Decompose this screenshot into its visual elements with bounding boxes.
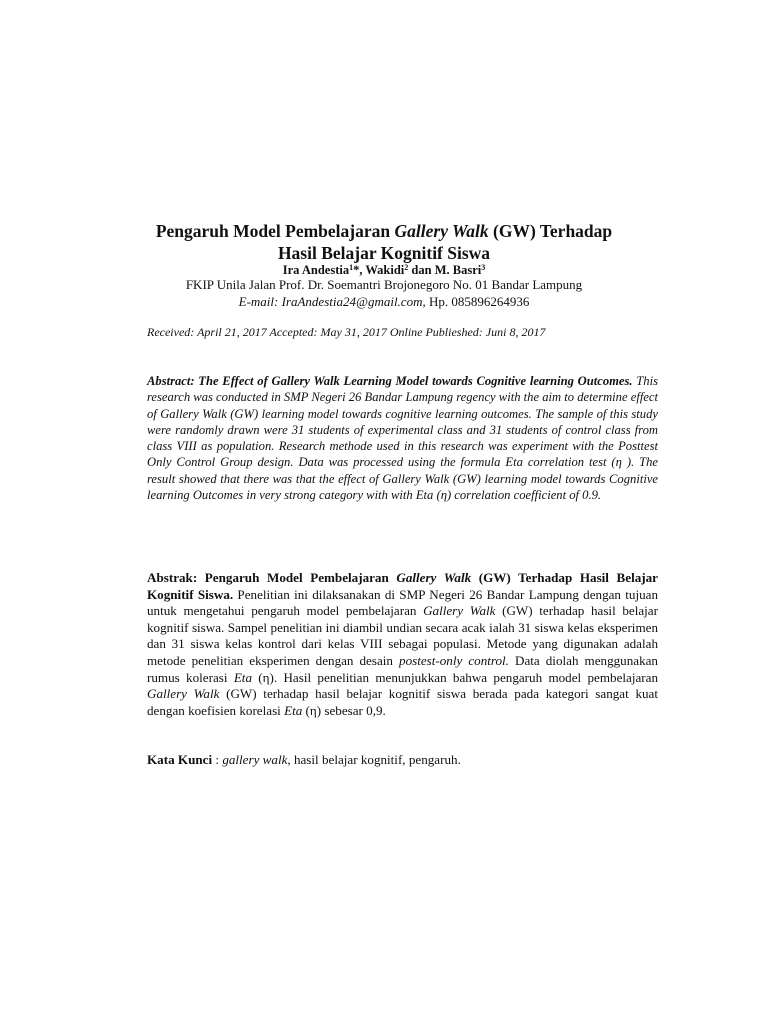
keywords <box>147 752 658 769</box>
abstrak-heading-gw: Gallery Walk <box>396 570 472 585</box>
author-2: Wakidi <box>365 263 405 277</box>
abstrak-design: postest-only control. <box>399 652 509 668</box>
abstract-english <box>147 373 658 503</box>
keywords-label: Kata Kunci <box>147 752 213 767</box>
author-1-mark: *, <box>353 263 366 277</box>
abstrak-eta-1: Eta <box>233 669 252 685</box>
title-line2: Hasil Belajar Kognitif Siswa <box>277 243 491 263</box>
abstrak-gw-1: Gallery Walk <box>423 603 496 619</box>
keywords-sep: : <box>212 752 223 767</box>
abstract-en-heading: Abstract: The Effect of Gallery Walk Learning Model towards Cognitive learning Outcomes. <box>147 374 633 388</box>
affiliation: FKIP Unila Jalan Prof. Dr. Soemantri Brojonegoro No. 01 Bandar Lampung <box>185 277 583 292</box>
author-1: Ira Andestia <box>282 263 350 277</box>
abstrak-body-4: (η). Hasil penelitian menunjukkan bahwa pengaruh model pembelajaran <box>252 669 658 685</box>
phone-text: Hp. 085896264936 <box>425 294 530 309</box>
abstrak-heading-1: Abstrak: Pengaruh Model Pembelajaran <box>147 570 397 585</box>
keywords-rest: , hasil belajar kognitif, pengaruh. <box>287 752 461 767</box>
author-sep: dan <box>408 263 435 277</box>
author-2-sup: 2 <box>404 263 409 272</box>
contact-line <box>100 294 668 310</box>
abstrak-eta-2: Eta <box>284 702 303 718</box>
abstrak-body-2: (GW) terhadap hasil belajar kognitif siswa. Sampel penelitian ini diambil undian secara acak ialah 31 siswa kelas eksperimen dan 31 siswa kelas kontrol dari kelas VIII sebagai populasi. Metode yang digunakan adalah metode penelitian eksperimen dengan desain <box>147 603 658 668</box>
title-part1: Pengaruh Model Pembelajaran <box>155 221 395 241</box>
abstrak-heading-2: (GW) Terhadap Hasil Belajar Kognitif Siswa. <box>147 570 658 602</box>
abstrak-gw-2: Gallery Walk <box>147 686 220 702</box>
abstrak-body-3: Data diolah menggunakan rumus kolerasi <box>147 652 658 685</box>
title-part2: (GW) Terhadap <box>488 221 613 241</box>
author-3-sup: 3 <box>481 263 486 272</box>
abstract-indonesian <box>147 570 658 719</box>
abstrak-body-5: (GW) terhadap hasil belajar kognitif siswa berada pada kategori sangat kuat dengan koefisien korelasi <box>147 686 658 718</box>
abstrak-body-6: (η) sebesar 0,9. <box>302 702 386 718</box>
keywords-italic: gallery walk <box>222 752 288 767</box>
title-gallery-walk: Gallery Walk <box>394 221 489 241</box>
email-text: E-mail: IraAndestia24@gmail.com, <box>238 294 426 309</box>
author-3: M. Basri <box>434 263 482 277</box>
author-1-sup: 1 <box>349 263 354 272</box>
received-dates: Received: April 21, 2017 Accepted: May 31, 2017 Online Publieshed: Juni 8, 2017 <box>147 325 546 339</box>
abstract-en-body: This research was conducted in SMP Negeri 26 Bandar Lampung regency with the aim to determine effect of Gallery Walk (GW) learning model towards cognitive learning outcomes. The sample of this study were randomly drawn were 31 students of experimental class and 31 students of control class from class VIII as population. Research methode used in this research was experiment with the Posttest Only Control Group design. Data was processed using the formula Eta correlation test (η ). The result showed that there was that the effect of Gallery Walk (GW) learning model towards Cognitive learning Outcomes in very strong category with with Eta (η) correlation coefficient of 0.9. <box>147 374 659 503</box>
paper-title <box>100 220 668 264</box>
abstrak-body-1: Penelitian ini dilaksanakan di SMP Negeri 26 Bandar Lampung dengan tujuan untuk mengetahui pengaruh model pembelajaran <box>147 586 658 619</box>
author-list <box>100 262 668 278</box>
